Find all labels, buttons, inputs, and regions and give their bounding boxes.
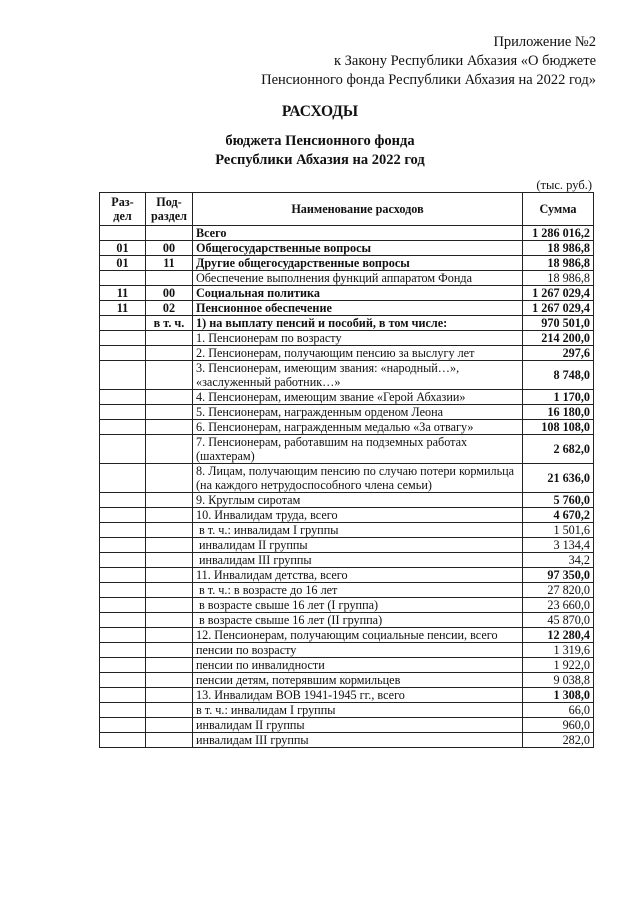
cell-section — [100, 420, 146, 435]
cell-section — [100, 405, 146, 420]
cell-section — [100, 703, 146, 718]
cell-name: 6. Пенсионерам, награжденным медалью «За отвагу» — [193, 420, 523, 435]
cell-subsection: в т. ч. — [146, 316, 193, 331]
cell-name: 10. Инвалидам труда, всего — [193, 508, 523, 523]
table-row — [100, 598, 594, 613]
cell-name: 11. Инвалидам детства, всего — [193, 568, 523, 583]
cell-section — [100, 718, 146, 733]
cell-section — [100, 538, 146, 553]
cell-section — [100, 658, 146, 673]
cell-subsection — [146, 733, 193, 748]
table-row — [100, 493, 594, 508]
cell-sum: 1 501,6 — [523, 523, 594, 538]
cell-sum: 18 986,8 — [523, 271, 594, 286]
cell-subsection — [146, 390, 193, 405]
cell-section: 01 — [100, 241, 146, 256]
cell-name: 4. Пенсионерам, имеющим звание «Герой Абхазии» — [193, 390, 523, 405]
cell-name: в т. ч.: инвалидам I группы — [193, 703, 523, 718]
cell-name: в т. ч.: инвалидам I группы — [193, 523, 523, 538]
cell-name: Социальная политика — [193, 286, 523, 301]
cell-sum: 297,6 — [523, 346, 594, 361]
cell-section — [100, 464, 146, 493]
cell-sum: 9 038,8 — [523, 673, 594, 688]
cell-name: в возрасте свыше 16 лет (II группа) — [193, 613, 523, 628]
table-row — [100, 256, 594, 271]
cell-section — [100, 226, 146, 241]
table-row — [100, 420, 594, 435]
table-row — [100, 361, 594, 390]
cell-subsection — [146, 718, 193, 733]
cell-sum: 23 660,0 — [523, 598, 594, 613]
cell-sum: 45 870,0 — [523, 613, 594, 628]
cell-name: 2. Пенсионерам, получающим пенсию за выслугу лет — [193, 346, 523, 361]
cell-sum: 5 760,0 — [523, 493, 594, 508]
cell-subsection — [146, 688, 193, 703]
table-row — [100, 390, 594, 405]
cell-name: в возрасте свыше 16 лет (I группа) — [193, 598, 523, 613]
table-row — [100, 613, 594, 628]
cell-subsection — [146, 703, 193, 718]
cell-subsection — [146, 598, 193, 613]
table-row — [100, 703, 594, 718]
cell-subsection — [146, 271, 193, 286]
cell-section — [100, 523, 146, 538]
table-row — [100, 405, 594, 420]
cell-name: 13. Инвалидам ВОВ 1941-1945 гг., всего — [193, 688, 523, 703]
cell-name: инвалидам II группы — [193, 718, 523, 733]
cell-section — [100, 508, 146, 523]
cell-section — [100, 493, 146, 508]
cell-section: 11 — [100, 301, 146, 316]
cell-section — [100, 613, 146, 628]
document-subtitle — [0, 132, 640, 170]
table-row — [100, 464, 594, 493]
table-row — [100, 316, 594, 331]
document-title: РАСХОДЫ — [281, 103, 359, 120]
cell-sum: 1 319,6 — [523, 643, 594, 658]
cell-subsection — [146, 405, 193, 420]
cell-sum: 34,2 — [523, 553, 594, 568]
cell-subsection — [146, 658, 193, 673]
cell-name: Другие общегосударственные вопросы — [193, 256, 523, 271]
table-row — [100, 673, 594, 688]
cell-section — [100, 346, 146, 361]
cell-section — [100, 390, 146, 405]
cell-section — [100, 553, 146, 568]
cell-section — [100, 643, 146, 658]
table-row — [100, 688, 594, 703]
cell-section — [100, 435, 146, 464]
table-row — [100, 346, 594, 361]
table-row — [100, 658, 594, 673]
cell-name: Обеспечение выполнения функций аппаратом Фонда — [193, 271, 523, 286]
cell-subsection — [146, 673, 193, 688]
cell-sum: 4 670,2 — [523, 508, 594, 523]
cell-section — [100, 271, 146, 286]
cell-name: инвалидам II группы — [193, 538, 523, 553]
appendix-line-2: к Закону Республики Абхазия «О бюджете — [334, 53, 596, 69]
cell-subsection — [146, 361, 193, 390]
subtitle-line-1: бюджета Пенсионного фонда — [225, 133, 415, 149]
cell-sum: 1 922,0 — [523, 658, 594, 673]
cell-section — [100, 361, 146, 390]
cell-name: в т. ч.: в возрасте до 16 лет — [193, 583, 523, 598]
table-row — [100, 286, 594, 301]
table-row — [100, 226, 594, 241]
cell-sum: 12 280,4 — [523, 628, 594, 643]
table-row — [100, 628, 594, 643]
cell-name: 1) на выплату пенсий и пособий, в том числе: — [193, 316, 523, 331]
table-row — [100, 733, 594, 748]
cell-name: 12. Пенсионерам, получающим социальные пенсии, всего — [193, 628, 523, 643]
cell-name: 1. Пенсионерам по возрасту — [193, 331, 523, 346]
cell-subsection — [146, 538, 193, 553]
cell-sum: 27 820,0 — [523, 583, 594, 598]
cell-subsection: 11 — [146, 256, 193, 271]
cell-name: пенсии детям, потерявшим кормильцев — [193, 673, 523, 688]
cell-section — [100, 598, 146, 613]
table-row — [100, 523, 594, 538]
cell-subsection — [146, 464, 193, 493]
table-row — [100, 331, 594, 346]
cell-sum: 18 986,8 — [523, 256, 594, 271]
cell-section — [100, 316, 146, 331]
cell-section: 01 — [100, 256, 146, 271]
appendix-line-3: Пенсионного фонда Республики Абхазия на 2022 год» — [261, 72, 596, 88]
table-header-row — [100, 193, 594, 226]
cell-subsection — [146, 420, 193, 435]
cell-sum: 282,0 — [523, 733, 594, 748]
header-sum: Сумма — [523, 193, 594, 226]
cell-subsection — [146, 583, 193, 598]
cell-sum: 97 350,0 — [523, 568, 594, 583]
cell-sum: 108 108,0 — [523, 420, 594, 435]
header-section: Раз- дел — [100, 193, 146, 226]
cell-section — [100, 628, 146, 643]
cell-sum: 1 267 029,4 — [523, 301, 594, 316]
header-name: Наименование расходов — [193, 193, 523, 226]
table-row — [100, 538, 594, 553]
table-row — [100, 718, 594, 733]
cell-sum: 1 308,0 — [523, 688, 594, 703]
cell-name: 7. Пенсионерам, работавшим на подземных работах (шахтерам) — [193, 435, 523, 464]
cell-name: Пенсионное обеспечение — [193, 301, 523, 316]
appendix-line-1: Приложение №2 — [493, 34, 596, 50]
table-row — [100, 553, 594, 568]
cell-section — [100, 688, 146, 703]
cell-section — [100, 673, 146, 688]
table-row — [100, 583, 594, 598]
header-subsection: Под- раздел — [146, 193, 193, 226]
cell-section — [100, 568, 146, 583]
expenditure-table — [99, 192, 594, 748]
subtitle-line-2: Республики Абхазия на 2022 год — [215, 152, 425, 168]
table-row — [100, 271, 594, 286]
cell-sum: 2 682,0 — [523, 435, 594, 464]
cell-name: пенсии по возрасту — [193, 643, 523, 658]
cell-subsection — [146, 508, 193, 523]
table-row — [100, 241, 594, 256]
cell-name: инвалидам III группы — [193, 553, 523, 568]
cell-name: Всего — [193, 226, 523, 241]
table-row — [100, 301, 594, 316]
cell-name: пенсии по инвалидности — [193, 658, 523, 673]
cell-sum: 21 636,0 — [523, 464, 594, 493]
cell-sum: 16 180,0 — [523, 405, 594, 420]
cell-subsection — [146, 346, 193, 361]
cell-sum: 970 501,0 — [523, 316, 594, 331]
cell-subsection: 00 — [146, 286, 193, 301]
cell-name: Общегосударственные вопросы — [193, 241, 523, 256]
cell-subsection — [146, 643, 193, 658]
cell-name: инвалидам III группы — [193, 733, 523, 748]
cell-sum: 1 267 029,4 — [523, 286, 594, 301]
cell-subsection — [146, 613, 193, 628]
cell-subsection — [146, 628, 193, 643]
cell-section — [100, 733, 146, 748]
cell-subsection — [146, 435, 193, 464]
cell-sum: 960,0 — [523, 718, 594, 733]
cell-sum: 66,0 — [523, 703, 594, 718]
cell-name: 8. Лицам, получающим пенсию по случаю потери кормильца (на каждого нетрудоспособного члена семьи) — [193, 464, 523, 493]
cell-subsection — [146, 331, 193, 346]
table-row — [100, 568, 594, 583]
table-row — [100, 435, 594, 464]
cell-sum: 3 134,4 — [523, 538, 594, 553]
cell-subsection: 00 — [146, 241, 193, 256]
cell-subsection — [146, 523, 193, 538]
cell-sum: 1 170,0 — [523, 390, 594, 405]
table-body — [100, 226, 594, 748]
cell-sum: 1 286 016,2 — [523, 226, 594, 241]
cell-subsection: 02 — [146, 301, 193, 316]
cell-subsection — [146, 493, 193, 508]
table-row — [100, 508, 594, 523]
cell-name: 3. Пенсионерам, имеющим звания: «народный…», «заслуженный работник…» — [193, 361, 523, 390]
cell-sum: 8 748,0 — [523, 361, 594, 390]
appendix-header — [261, 33, 596, 90]
cell-section — [100, 331, 146, 346]
cell-sum: 214 200,0 — [523, 331, 594, 346]
units-label: (тыс. руб.) — [536, 178, 592, 192]
cell-name: 9. Круглым сиротам — [193, 493, 523, 508]
cell-sum: 18 986,8 — [523, 241, 594, 256]
cell-name: 5. Пенсионерам, награжденным орденом Леона — [193, 405, 523, 420]
table-row — [100, 643, 594, 658]
cell-section — [100, 583, 146, 598]
cell-subsection — [146, 568, 193, 583]
cell-subsection — [146, 226, 193, 241]
cell-section: 11 — [100, 286, 146, 301]
cell-subsection — [146, 553, 193, 568]
